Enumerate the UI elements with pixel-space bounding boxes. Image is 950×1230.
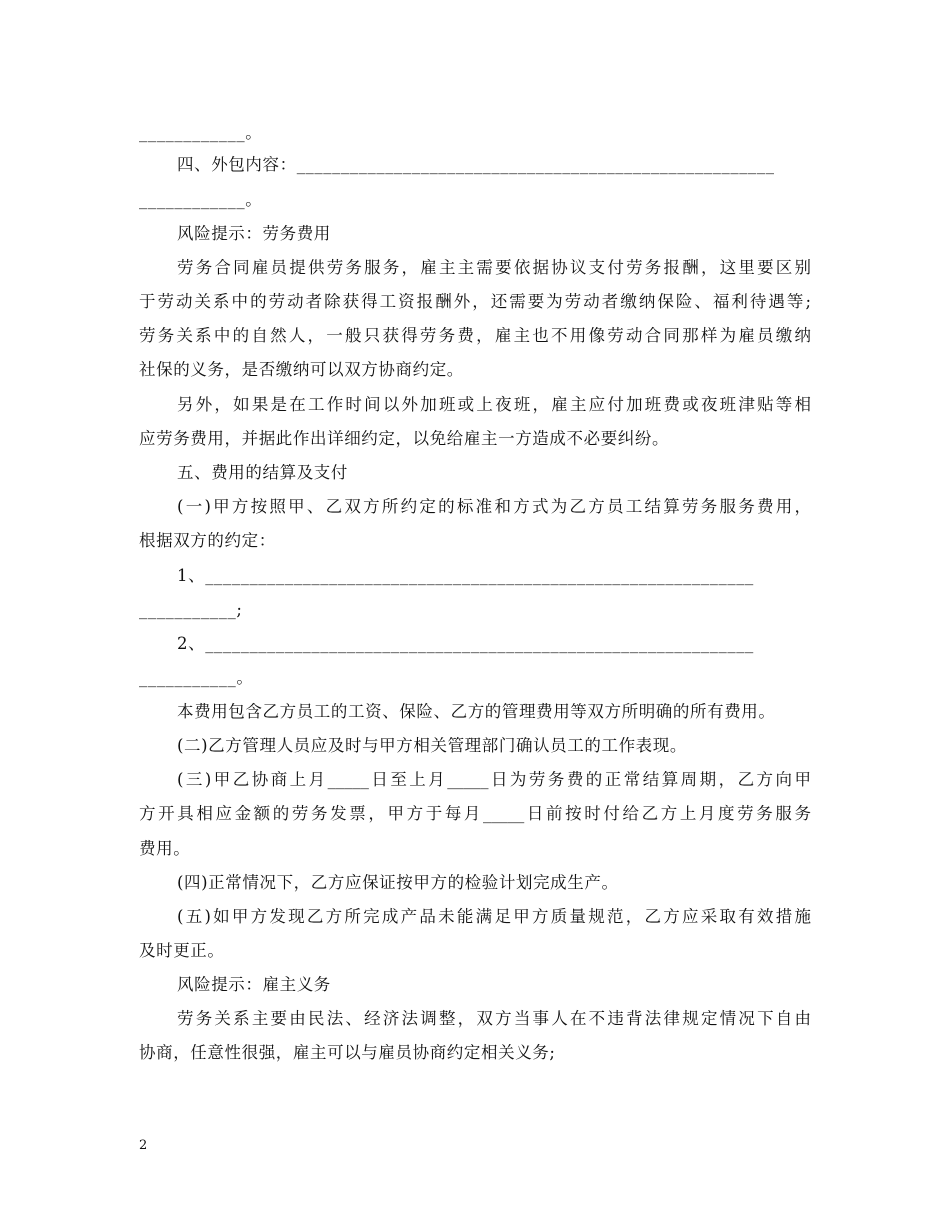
clause-line: 费用。	[139, 839, 191, 858]
clause-line: 方开具相应金额的劳务发票，甲方于每月_____日前按时付给乙方上月度劳务服务	[139, 804, 811, 823]
paragraph-line: 协商，任意性很强，雇主可以与雇员协商约定相关义务;	[139, 1043, 556, 1062]
risk-tip-heading: 风险提示：雇主义务	[177, 975, 331, 994]
paragraph-line: 劳务关系主要由民法、经济法调整，双方当事人在不违背法律规定情况下自由	[177, 1009, 811, 1028]
fill-in-item: 2、______________________________________________________________	[177, 634, 754, 653]
risk-tip-heading: 风险提示：劳务费用	[177, 224, 331, 243]
blank-line-end: ____________。	[139, 190, 263, 209]
fill-in-item: 1、______________________________________________________________	[177, 566, 754, 585]
clause-line: 根据双方的约定：	[139, 531, 276, 550]
blank-line-end: ___________。	[139, 668, 254, 687]
clause-line: (二)乙方管理人员应及时与甲方相关管理部门确认员工的工作表现。	[177, 736, 687, 755]
clause-line: (一)甲方按照甲、乙双方所约定的标准和方式为乙方员工结算劳务服务费用，	[177, 497, 811, 516]
paragraph-line: 应劳务费用，并据此作出详细约定，以免给雇主一方造成不必要纠纷。	[139, 429, 670, 448]
section-heading: 五、费用的结算及支付	[177, 463, 348, 482]
paragraph-line: 另外，如果是在工作时间以外加班或上夜班，雇主应付加班费或夜班津贴等相	[177, 395, 811, 414]
paragraph-line: 劳务合同雇员提供劳务服务，雇主主需要依据协议支付劳务报酬，这里要区别	[177, 258, 811, 277]
clause-line: (五)如甲方发现乙方所完成产品未能满足甲方质量规范，乙方应采取有效措施	[177, 907, 811, 926]
blank-line-end: ____________。	[139, 123, 263, 142]
section-outsourcing-content: 四、外包内容：______________________________________________________	[177, 155, 775, 174]
page-number: 2	[139, 1138, 148, 1153]
clause-line: 本费用包含乙方员工的工资、保险、乙方的管理费用等双方所明确的所有费用。	[177, 702, 776, 721]
clause-line: 及时更正。	[139, 941, 225, 960]
blank-line-end: ___________;	[139, 600, 243, 619]
paragraph-line: 于劳动关系中的劳动者除获得工资报酬外，还需要为劳动者缴纳保险、福利待遇等;	[139, 292, 811, 311]
paragraph-line: 劳务关系中的自然人，一般只获得劳务费，雇主也不用像劳动合同那样为雇员缴纳	[139, 326, 811, 345]
clause-line: (四)正常情况下，乙方应保证按甲方的检验计划完成生产。	[177, 873, 619, 892]
paragraph-line: 社保的义务，是否缴纳可以双方协商约定。	[139, 360, 464, 379]
clause-line: (三)甲乙协商上月_____日至上月_____日为劳务费的正常结算周期，乙方向甲	[177, 770, 811, 789]
